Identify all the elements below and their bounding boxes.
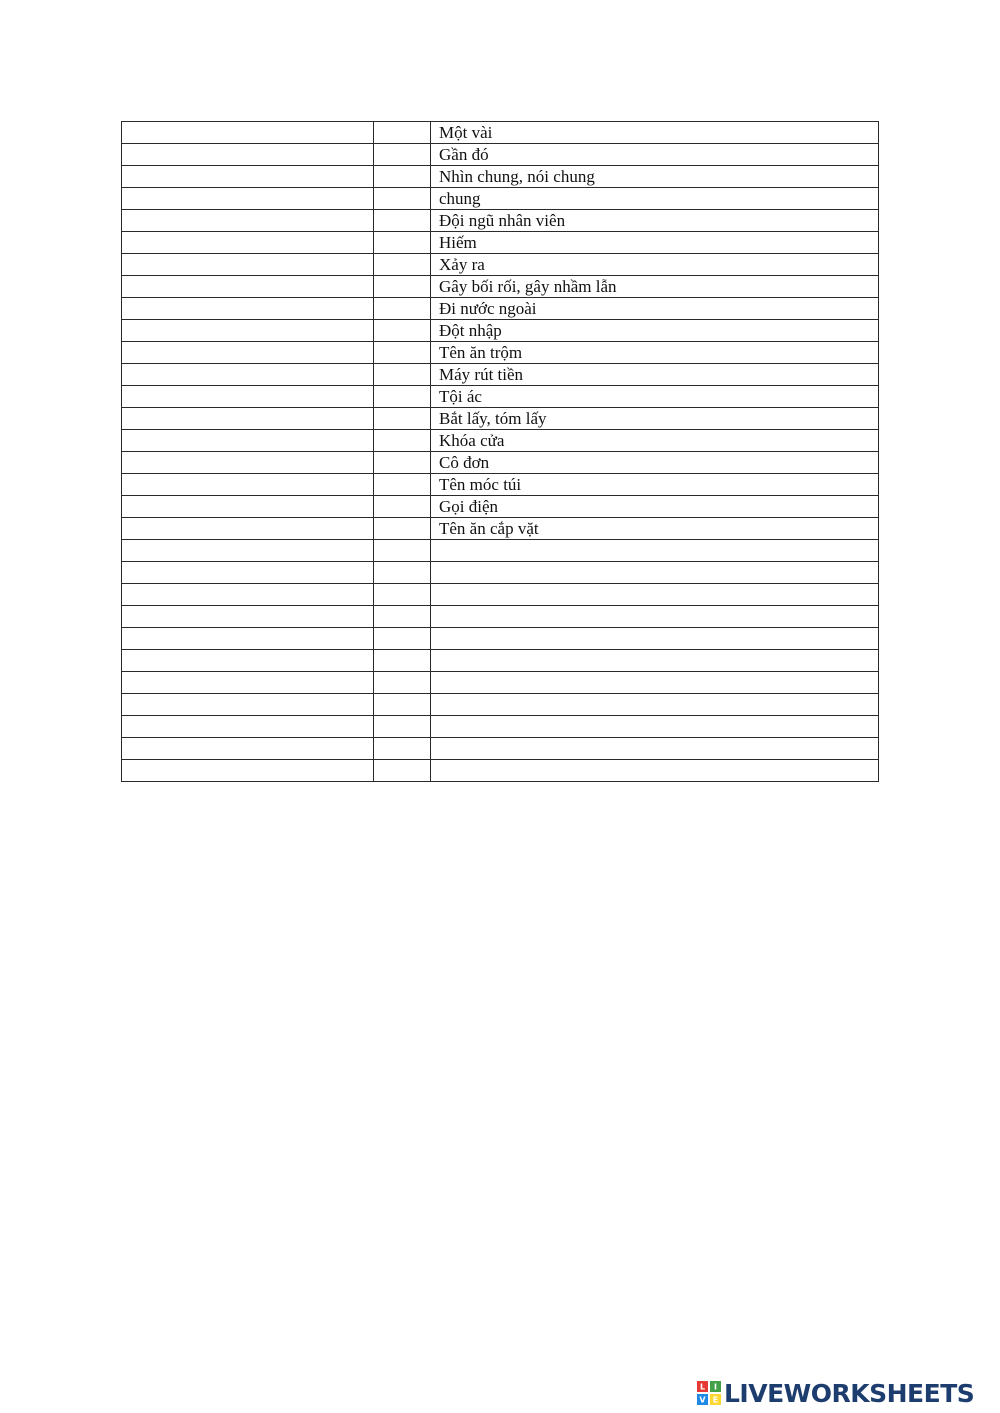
vietnamese-meaning-cell: Bắt lấy, tóm lấy <box>431 408 879 430</box>
vietnamese-meaning-cell: Tội ác <box>431 386 879 408</box>
english-word-cell[interactable] <box>122 760 374 782</box>
vietnamese-meaning-cell: Đi nước ngoài <box>431 298 879 320</box>
vietnamese-meaning-cell <box>431 716 879 738</box>
table-row <box>122 210 879 232</box>
vietnamese-meaning-cell: Một vài <box>431 122 879 144</box>
table-row <box>122 760 879 782</box>
svg-text:E: E <box>712 1395 719 1405</box>
table-row <box>122 408 879 430</box>
table-row <box>122 716 879 738</box>
english-word-cell[interactable] <box>122 650 374 672</box>
table-row <box>122 540 879 562</box>
vocabulary-table <box>121 121 879 782</box>
table-row <box>122 342 879 364</box>
answer-number-cell[interactable] <box>374 298 431 320</box>
table-row <box>122 562 879 584</box>
table-row <box>122 474 879 496</box>
answer-number-cell[interactable] <box>374 518 431 540</box>
answer-number-cell[interactable] <box>374 122 431 144</box>
table-row <box>122 276 879 298</box>
answer-number-cell[interactable] <box>374 166 431 188</box>
vietnamese-meaning-cell: Tên ăn cắp vặt <box>431 518 879 540</box>
answer-number-cell[interactable] <box>374 760 431 782</box>
vietnamese-meaning-cell: chung <box>431 188 879 210</box>
table-row <box>122 386 879 408</box>
answer-number-cell[interactable] <box>374 342 431 364</box>
english-word-cell[interactable] <box>122 628 374 650</box>
english-word-cell[interactable] <box>122 342 374 364</box>
english-word-cell[interactable] <box>122 166 374 188</box>
answer-number-cell[interactable] <box>374 606 431 628</box>
answer-number-cell[interactable] <box>374 672 431 694</box>
vietnamese-meaning-cell <box>431 628 879 650</box>
vietnamese-meaning-cell <box>431 672 879 694</box>
vietnamese-meaning-cell: Nhìn chung, nói chung <box>431 166 879 188</box>
answer-number-cell[interactable] <box>374 474 431 496</box>
english-word-cell[interactable] <box>122 716 374 738</box>
answer-number-cell[interactable] <box>374 496 431 518</box>
table-row <box>122 364 879 386</box>
answer-number-cell[interactable] <box>374 694 431 716</box>
table-row <box>122 166 879 188</box>
english-word-cell[interactable] <box>122 386 374 408</box>
vietnamese-meaning-cell <box>431 562 879 584</box>
english-word-cell[interactable] <box>122 430 374 452</box>
table-row <box>122 628 879 650</box>
table-row <box>122 518 879 540</box>
english-word-cell[interactable] <box>122 232 374 254</box>
answer-number-cell[interactable] <box>374 364 431 386</box>
table-row <box>122 430 879 452</box>
english-word-cell[interactable] <box>122 210 374 232</box>
vietnamese-meaning-cell: Cô đơn <box>431 452 879 474</box>
table-row <box>122 584 879 606</box>
answer-number-cell[interactable] <box>374 716 431 738</box>
table-row <box>122 122 879 144</box>
answer-number-cell[interactable] <box>374 210 431 232</box>
svg-text:L: L <box>699 1382 706 1392</box>
table-row <box>122 298 879 320</box>
vietnamese-meaning-cell: Đột nhập <box>431 320 879 342</box>
answer-number-cell[interactable] <box>374 562 431 584</box>
liveworksheets-brand <box>697 1378 974 1408</box>
english-word-cell[interactable] <box>122 298 374 320</box>
english-word-cell[interactable] <box>122 518 374 540</box>
answer-number-cell[interactable] <box>374 408 431 430</box>
answer-number-cell[interactable] <box>374 650 431 672</box>
answer-number-cell[interactable] <box>374 320 431 342</box>
answer-number-cell[interactable] <box>374 430 431 452</box>
table-row <box>122 650 879 672</box>
brand-text: LIVEWORKSHEETS <box>724 1378 975 1408</box>
answer-number-cell[interactable] <box>374 276 431 298</box>
table-row <box>122 254 879 276</box>
vietnamese-meaning-cell: Khóa cửa <box>431 430 879 452</box>
answer-number-cell[interactable] <box>374 188 431 210</box>
vietnamese-meaning-cell <box>431 738 879 760</box>
answer-number-cell[interactable] <box>374 584 431 606</box>
svg-text:V: V <box>699 1395 706 1405</box>
english-word-cell[interactable] <box>122 276 374 298</box>
answer-number-cell[interactable] <box>374 628 431 650</box>
table-row <box>122 188 879 210</box>
vietnamese-meaning-cell: Xảy ra <box>431 254 879 276</box>
vietnamese-meaning-cell: Hiếm <box>431 232 879 254</box>
svg-text:I: I <box>714 1382 717 1392</box>
vietnamese-meaning-cell: Gần đó <box>431 144 879 166</box>
english-word-cell[interactable] <box>122 474 374 496</box>
english-word-cell[interactable] <box>122 144 374 166</box>
table-row <box>122 496 879 518</box>
table-row <box>122 452 879 474</box>
liveworksheets-logo-icon <box>697 1381 721 1405</box>
table-row <box>122 694 879 716</box>
answer-number-cell[interactable] <box>374 144 431 166</box>
english-word-cell[interactable] <box>122 320 374 342</box>
english-word-cell[interactable] <box>122 452 374 474</box>
english-word-cell[interactable] <box>122 254 374 276</box>
english-word-cell[interactable] <box>122 188 374 210</box>
vietnamese-meaning-cell: Tên ăn trộm <box>431 342 879 364</box>
english-word-cell[interactable] <box>122 672 374 694</box>
vietnamese-meaning-cell: Máy rút tiền <box>431 364 879 386</box>
table-row <box>122 232 879 254</box>
vietnamese-meaning-cell <box>431 694 879 716</box>
english-word-cell[interactable] <box>122 540 374 562</box>
vietnamese-meaning-cell <box>431 650 879 672</box>
english-word-cell[interactable] <box>122 364 374 386</box>
answer-number-cell[interactable] <box>374 452 431 474</box>
english-word-cell[interactable] <box>122 606 374 628</box>
answer-number-cell[interactable] <box>374 540 431 562</box>
table-row <box>122 320 879 342</box>
vietnamese-meaning-cell <box>431 540 879 562</box>
vietnamese-meaning-cell: Gọi điện <box>431 496 879 518</box>
table-row <box>122 672 879 694</box>
vietnamese-meaning-cell: Gây bối rối, gây nhầm lẫn <box>431 276 879 298</box>
vietnamese-meaning-cell <box>431 606 879 628</box>
vietnamese-meaning-cell: Đội ngũ nhân viên <box>431 210 879 232</box>
table-row <box>122 606 879 628</box>
answer-number-cell[interactable] <box>374 386 431 408</box>
answer-number-cell[interactable] <box>374 232 431 254</box>
vietnamese-meaning-cell <box>431 584 879 606</box>
answer-number-cell[interactable] <box>374 254 431 276</box>
table-row <box>122 738 879 760</box>
english-word-cell[interactable] <box>122 694 374 716</box>
vietnamese-meaning-cell: Tên móc túi <box>431 474 879 496</box>
english-word-cell[interactable] <box>122 408 374 430</box>
english-word-cell[interactable] <box>122 584 374 606</box>
answer-number-cell[interactable] <box>374 738 431 760</box>
english-word-cell[interactable] <box>122 496 374 518</box>
english-word-cell[interactable] <box>122 738 374 760</box>
english-word-cell[interactable] <box>122 562 374 584</box>
vietnamese-meaning-cell <box>431 760 879 782</box>
english-word-cell[interactable] <box>122 122 374 144</box>
table-row <box>122 144 879 166</box>
